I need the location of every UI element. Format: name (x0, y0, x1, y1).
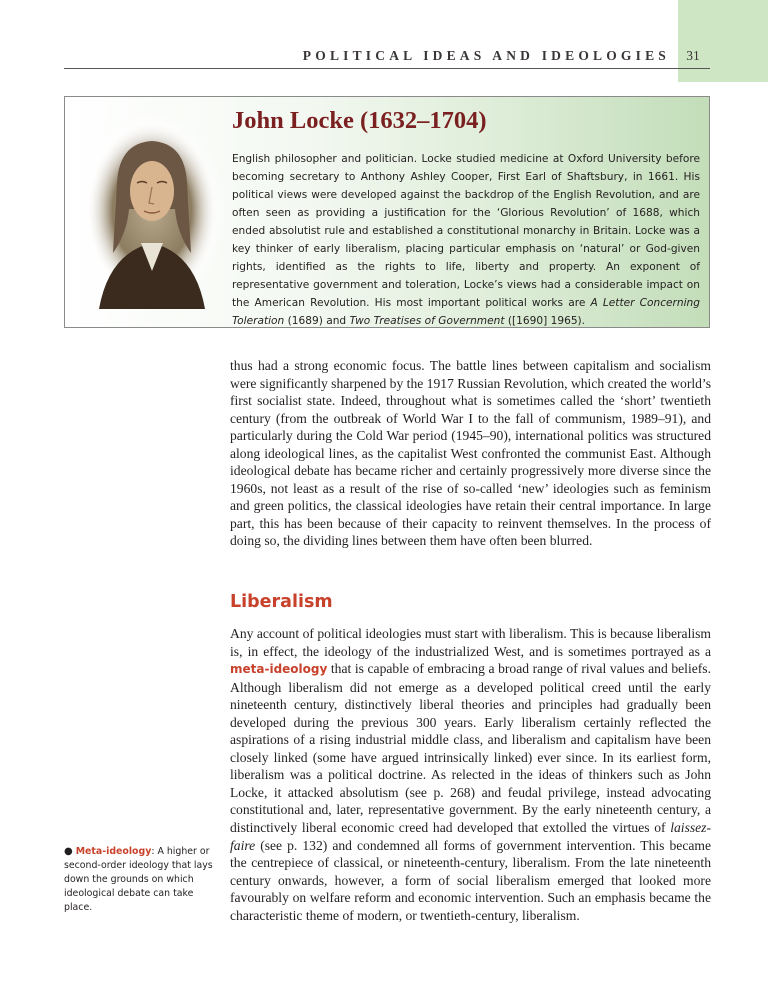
margin-definition-note (64, 845, 216, 915)
margin-note-definition: : A higher or second-order ideology that lays down the grounds on which ideological debate can take place. (64, 846, 213, 913)
laissez-faire-term: laissez-faire (230, 820, 711, 853)
section-heading-liberalism: Liberalism (230, 592, 333, 612)
biography-text (232, 150, 700, 330)
paragraph-2-part-c: (see p. 132) and condemned all forms of government intervention. This became the centrepiece of classical, or nineteenth-century, liberalism. From the late nineteenth century onwards, however, a form of social liberalism emerged that looked more favourably on welfare reform and economic intervention. Such an emphasis became the characteristic theme of modern, or twentieth-century, liberalism. (230, 837, 711, 923)
page-corner-tab (678, 0, 768, 82)
page-number: 31 (686, 48, 700, 63)
paragraph-2-part-a: Any account of political ideologies must start with liberalism. This is because liberalism is, in effect, the ideology of the industrialized West, and is sometimes portrayed as a (230, 626, 711, 659)
work-title-letter-concerning-toleration: A Letter Concerning Toleration (232, 297, 700, 327)
biography-text-part-3: ([1690] 1965). (504, 315, 586, 327)
work-title-two-treatises: Two Treatises of Government (349, 315, 505, 327)
biography-title: John Locke (1632–1704) (232, 107, 487, 134)
body-paragraph-2 (230, 625, 711, 924)
margin-note-term: Meta-ideology (75, 846, 152, 857)
biography-text-part-1: English philosopher and politician. Locke studied medicine at Oxford University before becoming secretary to Anthony Ashley Cooper, First Earl of Shaftsbury, in 1661. His political views were developed against the backdrop of the English Revolution, and are often seen as providing a justification for the ‘Glorious Revolution’ of 1688, which ended absolutist rule and established a constitutional monarchy in Britain. Locke was a key thinker of early liberalism, placing particular emphasis on ‘natural’ or God-given rights, identified as the rights to life, liberty and property. An exponent of representative government and toleration, Locke’s views had a considerable impact on the American Revolution. His most important political works are (232, 153, 700, 309)
key-term-meta-ideology: meta-ideology (230, 662, 328, 677)
running-head: POLITICAL IDEAS AND IDEOLOGIES (302, 48, 670, 63)
john-locke-portrait (79, 113, 225, 309)
header-rule (64, 68, 710, 69)
paragraph-2-part-b: that is capable of embracing a broad range of rival values and beliefs. Although liberalism did not emerge as a developed political creed until the early nineteenth century, distinctively liberal theories and principles had gradually been developed during the previous 300 years. Early liberalism certainly reflected the aspirations of a rising industrial middle class, and liberalism and capitalism have been closely linked (some have argued intrinsically linked) ever since. In its earliest form, liberalism was a political doctrine. As relected in the ideas of thinkers such as John Locke, it attacked absolutism (see p. 268) and feudal privilege, instead advocating constitutional and, later, representative government. By the early nineteenth century, a distinctively liberal economic creed had developed that extolled the virtues of (230, 661, 711, 836)
body-paragraph-1: thus had a strong economic focus. The battle lines between capitalism and socialism were significantly sharpened by the 1917 Russian Revolution, which created the world’s first socialist state. Indeed, throughout what is sometimes called the ‘short’ twentieth century (from the outbreak of World War I to the fall of communism, 1989–91), and particularly during the Cold War period (1945–90), international politics was structured along ideological lines, as the capitalist West confronted the communist East. Although ideological debate has became richer and certainly progressively more diverse since the 1960s, not least as a result of the rise of so-called ‘new’ ideologies such as feminism and green politics, the classical ideologies have retain their central importance. In large part, this has been because of their capacity to reinvent themselves. In the process of doing so, the dividing lines between them have often been blurred. (230, 358, 711, 549)
biography-text-part-2: (1689) and (284, 315, 350, 327)
portrait-illustration (79, 113, 225, 309)
biography-box (64, 96, 710, 328)
bullet-icon: ● (64, 846, 73, 857)
